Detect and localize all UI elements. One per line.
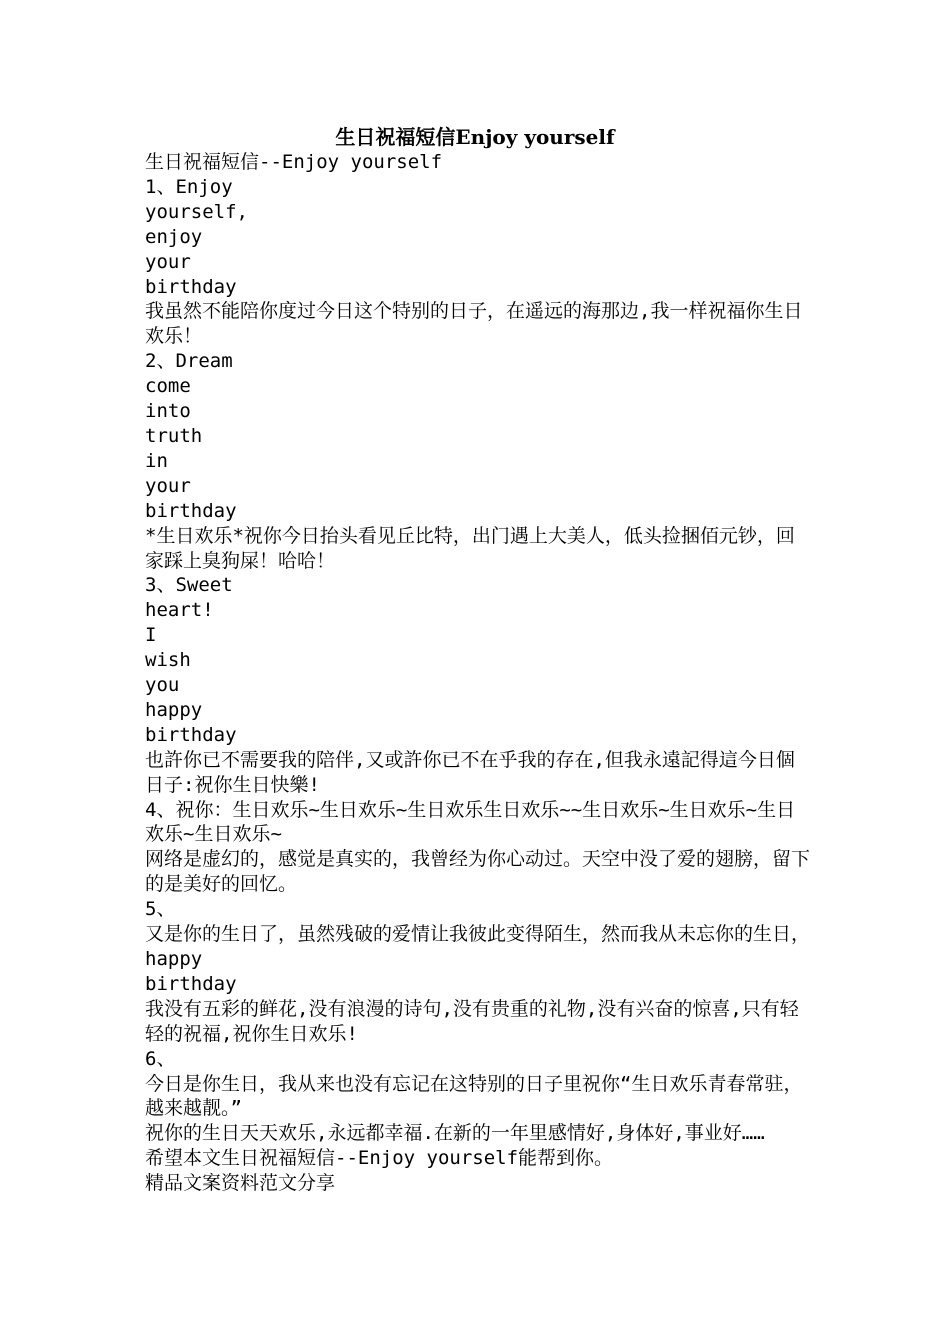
text-line: into [145,400,191,423]
text-paragraph: *生日欢乐*祝你今日抬头看见丘比特，出门遇上大美人，低头捡捆佰元钞，回家踩上臭狗屎！哈哈！ [145,524,795,572]
text-paragraph: 祝你的生日天天欢乐,永远都幸福.在新的一年里感情好,身体好,事业好…… [145,1122,765,1145]
text-paragraph: 网络是虚幻的，感觉是真实的，我曾经为你心动过。天空中没了爱的翅膀，留下的是美好的回忆。 [145,848,811,896]
text-line: yourself, [145,200,248,223]
text-line: wish [145,649,191,672]
footer-text: 精品文案资料范文分享 [145,1172,336,1195]
text-line: 6、 [145,1047,176,1070]
text-line: your [145,474,191,497]
text-line: heart! [145,599,214,622]
text-line: 希望本文生日祝福短信--Enjoy yourself能帮到你。 [145,1147,614,1170]
text-line: in [145,449,168,472]
text-line: 生日祝福短信--Enjoy yourself [145,151,443,173]
text-line: 1、Enjoy [145,175,233,198]
text-line: 3、Sweet [145,574,233,597]
text-line: truth [145,424,203,447]
text-line: you [145,674,180,697]
text-line: I [145,624,157,647]
text-paragraph: 又是你的生日了，虽然残破的爱情让我彼此变得陌生，然而我从未忘你的生日，happy [145,923,811,970]
document-title: 生日祝福短信Enjoy yourself [335,125,615,149]
text-paragraph: 4、祝你：生日欢乐~生日欢乐~生日欢乐生日欢乐~~生日欢乐~生日欢乐~生日欢乐~生日欢乐~ [145,798,796,846]
text-line: birthday [145,972,237,995]
text-paragraph: 也許你已不需要我的陪伴,又或許你已不在乎我的存在,但我永遠記得這今日個日子:祝你生日快樂! [145,748,795,796]
text-paragraph: 我虽然不能陪你度过今日这个特别的日子，在遥远的海那边,我一样祝福你生日欢乐！ [145,300,803,348]
text-line: birthday [145,275,237,298]
text-line: your [145,250,191,273]
text-line: birthday [145,499,237,522]
text-line: come [145,375,191,398]
text-paragraph: 今日是你生日，我从来也没有忘记在这特别的日子里祝你“生日欢乐青春常驻，越来越靓。” [145,1072,803,1120]
text-line: 2、Dream [145,350,233,373]
text-line: 5、 [145,898,176,921]
document-body [145,150,810,1196]
text-line: birthday [145,723,237,746]
text-line: happy [145,698,203,721]
text-paragraph: 我没有五彩的鲜花,没有浪漫的诗句,没有贵重的礼物,没有兴奋的惊喜,只有轻轻的祝福,祝你生日欢乐! [145,997,799,1045]
text-line: enjoy [145,225,203,248]
